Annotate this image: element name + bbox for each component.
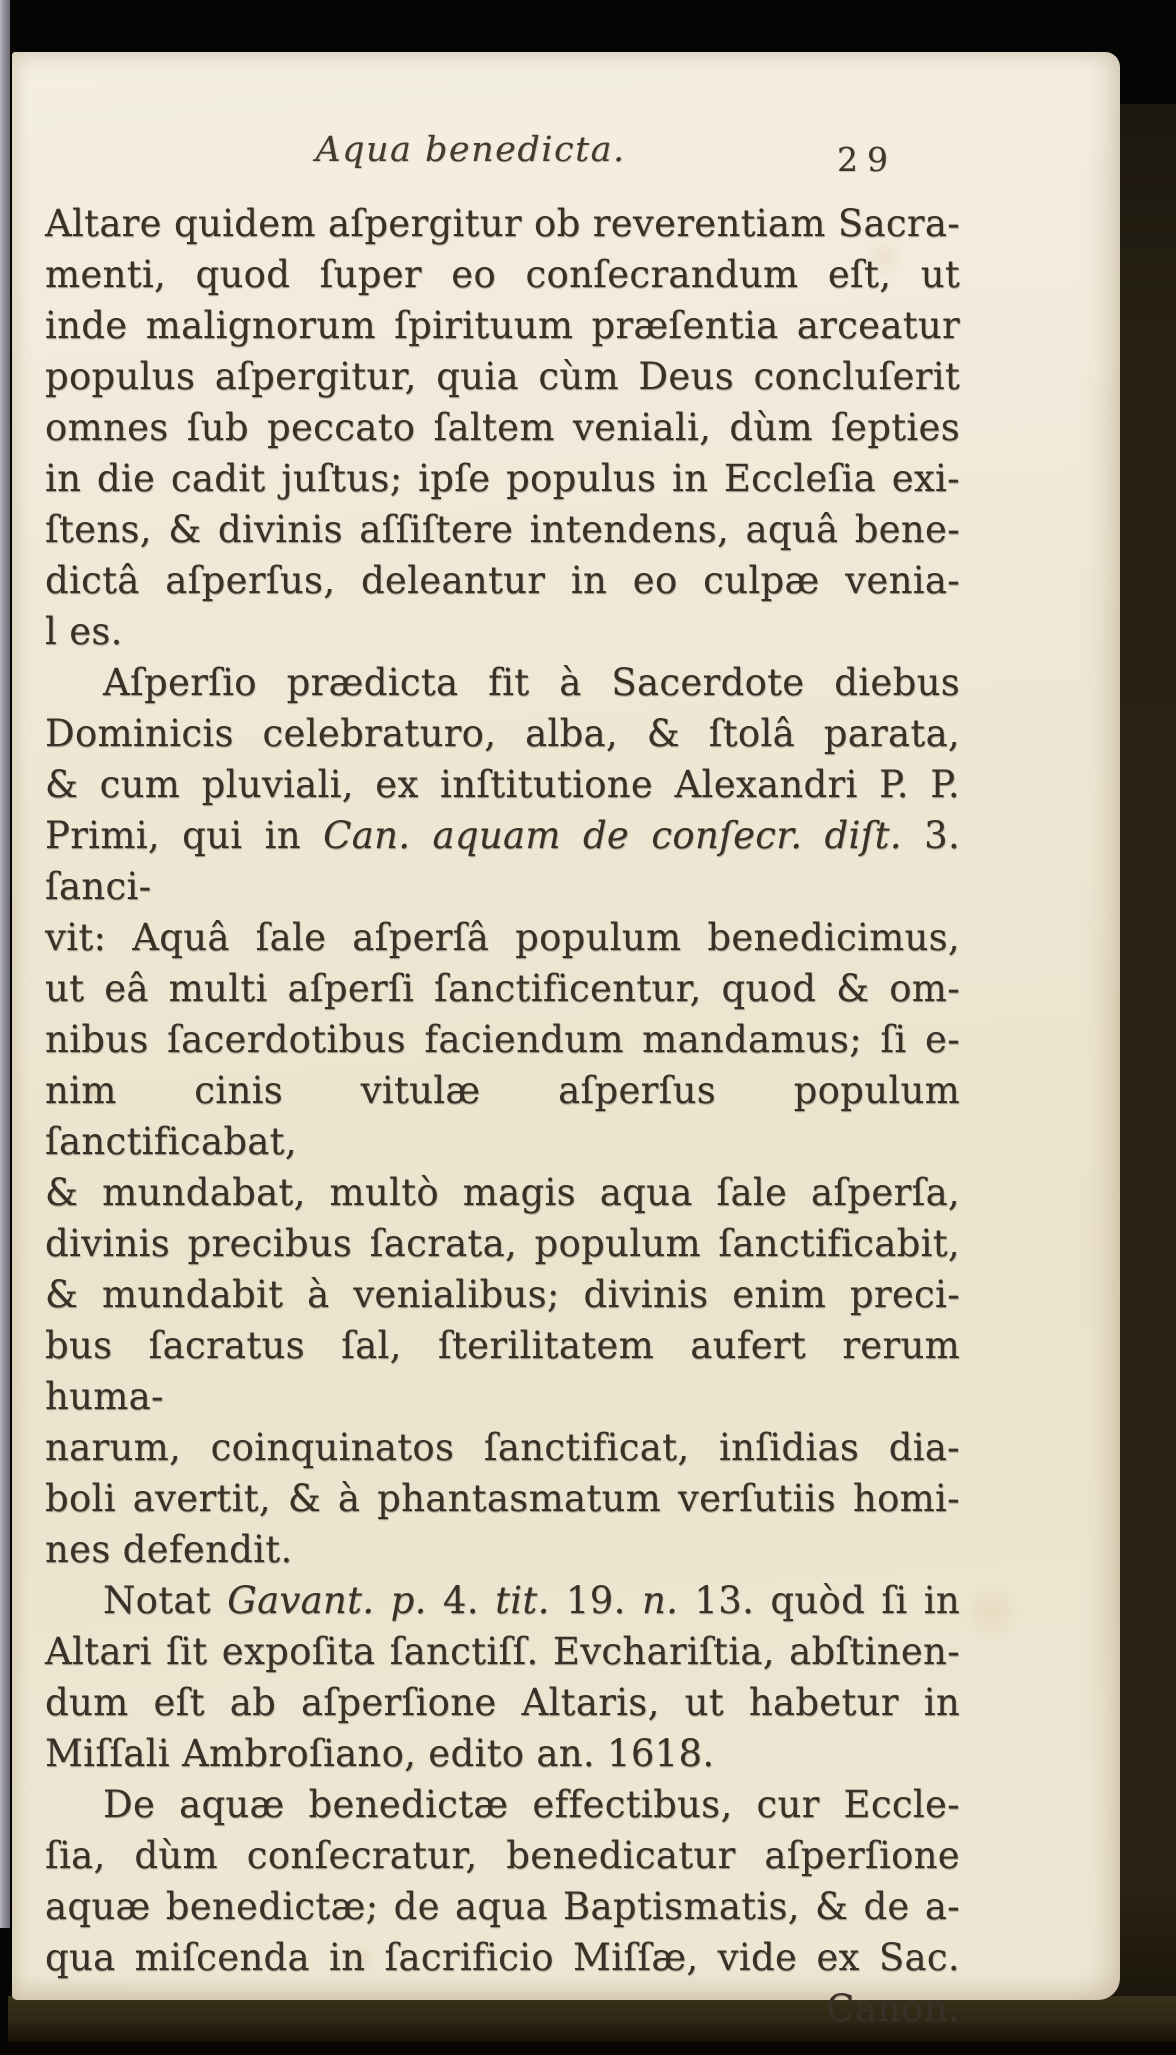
text-line xyxy=(45,810,960,912)
text-segment: nes defendit. xyxy=(45,1528,293,1571)
text-segment: dictâ aſperſus, deleantur in eo culpæ venia- xyxy=(45,559,960,602)
text-line xyxy=(45,249,960,300)
text-column xyxy=(45,52,960,2034)
italic-text-segment: tit. xyxy=(495,1579,550,1622)
text-segment: nibus ſacerdotibus faciendum mandamus; ſi e- xyxy=(45,1018,960,1061)
text-line xyxy=(45,657,960,708)
text-line xyxy=(45,1422,960,1473)
text-line xyxy=(45,198,960,249)
text-line xyxy=(45,1728,960,1779)
text-segment: Altare quidem aſpergitur ob reverentiam Sacra- xyxy=(45,202,960,245)
text-line xyxy=(45,1881,960,1932)
text-line xyxy=(45,1575,960,1626)
text-line xyxy=(45,351,960,402)
book-page xyxy=(12,52,1120,2030)
text-line xyxy=(45,963,960,1014)
text-segment: bus ſacratus ſal, ſterilitatem aufert rerum huma- xyxy=(45,1324,960,1418)
text-segment: Canon. xyxy=(826,1987,960,2030)
text-segment: omnes ſub peccato ſaltem veniali, dùm ſepties xyxy=(45,406,960,449)
text-line xyxy=(45,1932,960,1983)
text-segment: ut eâ multi aſperſi ſanctificentur, quod & om- xyxy=(45,967,960,1010)
text-line xyxy=(45,1065,960,1167)
text-segment: & mundabat, multò magis aqua ſale aſperſa, xyxy=(45,1171,960,1214)
text-segment: 19. xyxy=(549,1579,642,1622)
text-segment: & mundabit à venialibus; divinis enim preci- xyxy=(45,1273,960,1316)
text-segment: 13. quòd ſi in xyxy=(678,1579,961,1622)
text-line xyxy=(45,504,960,555)
text-line xyxy=(45,1167,960,1218)
text-line xyxy=(45,1677,960,1728)
text-segment: dum eſt ab aſperſione Altaris, ut habetur in xyxy=(45,1681,960,1724)
text-segment: Notat xyxy=(103,1579,228,1622)
text-line xyxy=(45,708,960,759)
text-segment: Aſperſio prædicta fit à Sacerdote diebus xyxy=(103,661,960,704)
text-segment: divinis precibus ſacrata, populum ſanctificabit, xyxy=(45,1222,960,1265)
text-line xyxy=(45,1218,960,1269)
text-line xyxy=(45,555,960,606)
page-header xyxy=(45,52,960,182)
text-line xyxy=(45,300,960,351)
text-line xyxy=(45,453,960,504)
text-segment: De aquæ benedictæ effectibus, cur Eccle- xyxy=(103,1783,960,1826)
text-line xyxy=(45,402,960,453)
text-segment: boli avertit, & à phantasmatum verſutiis homi- xyxy=(45,1477,960,1520)
text-line xyxy=(45,1626,960,1677)
text-segment: in die cadit juſtus; ipſe populus in Eccleſia exi- xyxy=(45,457,960,500)
italic-text-segment: n. xyxy=(641,1579,679,1622)
text-line xyxy=(45,759,960,810)
text-line xyxy=(45,606,960,657)
text-segment: menti, quod ſuper eo conſecrandum eſt, ut xyxy=(45,253,960,296)
italic-text-segment: Gavant. p. xyxy=(227,1579,427,1622)
text-segment: l es. xyxy=(45,610,123,653)
running-title: Aqua benedicta. xyxy=(315,130,626,170)
text-segment: aquæ benedictæ; de aqua Baptismatis, & de a- xyxy=(45,1885,960,1928)
text-segment: ſtens, & divinis aſſiſtere intendens, aquâ bene- xyxy=(45,508,960,551)
text-segment: Miſſali Ambroſiano, edito an. 1618. xyxy=(45,1732,715,1775)
body-text xyxy=(45,198,960,2034)
scanner-edge-strip xyxy=(0,0,10,1928)
text-line xyxy=(45,1473,960,1524)
text-line xyxy=(45,1269,960,1320)
text-segment: vit: Aquâ ſale aſperſâ populum benedicimus, xyxy=(45,916,960,959)
text-line xyxy=(45,1983,960,2034)
text-segment: inde malignorum ſpirituum præſentia arceatur xyxy=(45,304,960,347)
text-line xyxy=(45,1014,960,1065)
text-segment: populus aſpergitur, quia cùm Deus concluſerit xyxy=(45,355,960,398)
text-segment: Dominicis celebraturo, alba, & ſtolâ parata, xyxy=(45,712,960,755)
text-line xyxy=(45,1320,960,1422)
page-number: 29 xyxy=(837,140,897,179)
text-segment: qua miſcenda in ſacrificio Miſſæ, vide ex Sac. xyxy=(45,1936,960,1979)
text-segment: narum, coinquinatos ſanctificat, inſidias dia- xyxy=(45,1426,960,1469)
text-segment: ſia, dùm conſecratur, benedicatur aſperſione xyxy=(45,1834,960,1877)
text-segment: & cum pluviali, ex inſtitutione Alexandri P. P. xyxy=(45,763,960,806)
text-line xyxy=(45,1830,960,1881)
text-line xyxy=(45,1524,960,1575)
text-line xyxy=(45,912,960,963)
text-line xyxy=(45,1779,960,1830)
italic-text-segment: Can. aquam de conſecr. diſt. xyxy=(323,814,902,857)
text-segment: Altari ſit expoſita ſanctiſſ. Evchariſtia, abſtinen- xyxy=(45,1630,960,1673)
text-segment: Primi, qui in xyxy=(45,814,324,857)
text-segment: 4. xyxy=(426,1579,496,1622)
text-segment: nim cinis vitulæ aſperſus populum ſanctificabat, xyxy=(45,1069,960,1163)
text-segment: 3. ſanci- xyxy=(45,814,961,908)
